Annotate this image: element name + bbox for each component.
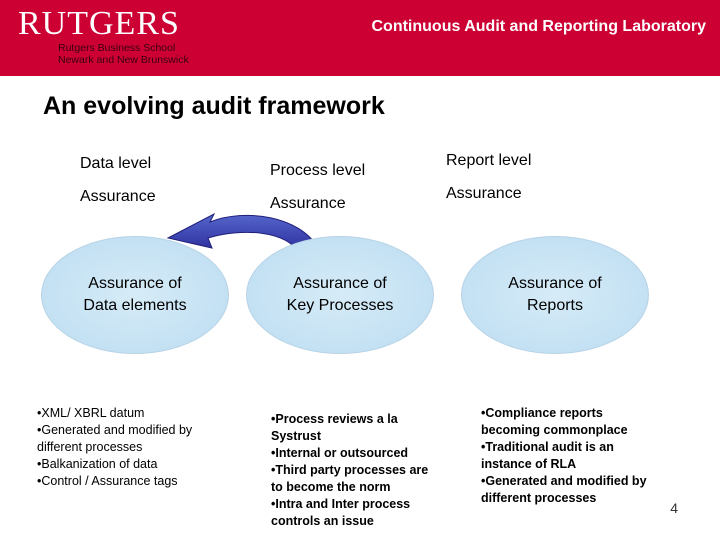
slide-title: An evolving audit framework: [43, 92, 385, 120]
key-processes-oval-text: Assurance of Key Processes: [286, 275, 394, 314]
list-item: •Third party processes are to become the norm: [271, 463, 429, 494]
list-item: •Internal or outsourced: [271, 446, 409, 460]
list-item: •Control / Assurance tags: [37, 474, 178, 488]
process-bullet-list: [271, 411, 436, 530]
rutgers-logo: RUTGERS: [18, 5, 180, 42]
process-level-label: Process level: [270, 162, 366, 179]
data-elements-oval: [41, 236, 229, 354]
school-line-2: Newark and New Brunswick: [58, 54, 189, 66]
list-item: •Traditional audit is an instance of RLA: [481, 440, 614, 471]
data-assurance-label: Assurance: [80, 188, 156, 205]
list-item: •Intra and Inter process controls an issue: [271, 497, 411, 528]
list-item: •Generated and modified by different processes: [37, 423, 193, 454]
report-bullet-list: [481, 405, 651, 507]
list-item: •Generated and modified by different processes: [481, 474, 647, 505]
list-item: •Process reviews a la Systrust: [271, 412, 398, 443]
page-number: 4: [670, 500, 678, 516]
data-bullet-list: [37, 405, 217, 490]
list-item: •XML/ XBRL datum: [37, 406, 145, 420]
report-assurance-label: Assurance: [446, 185, 522, 202]
report-level-label: Report level: [446, 152, 532, 169]
data-elements-oval-text: Assurance of Data elements: [83, 275, 187, 314]
school-name: [58, 42, 189, 66]
list-item: •Balkanization of data: [37, 457, 158, 471]
lab-title: Continuous Audit and Reporting Laboratory: [371, 18, 706, 35]
school-line-1: Rutgers Business School: [58, 42, 176, 54]
list-item: •Compliance reports becoming commonplace: [481, 406, 628, 437]
reports-oval-text: Assurance of Reports: [508, 275, 602, 314]
header-bar: [0, 0, 720, 76]
reports-oval: [461, 236, 649, 354]
process-assurance-label: Assurance: [270, 195, 346, 212]
key-processes-oval: [246, 236, 434, 354]
data-level-label: Data level: [80, 155, 152, 172]
